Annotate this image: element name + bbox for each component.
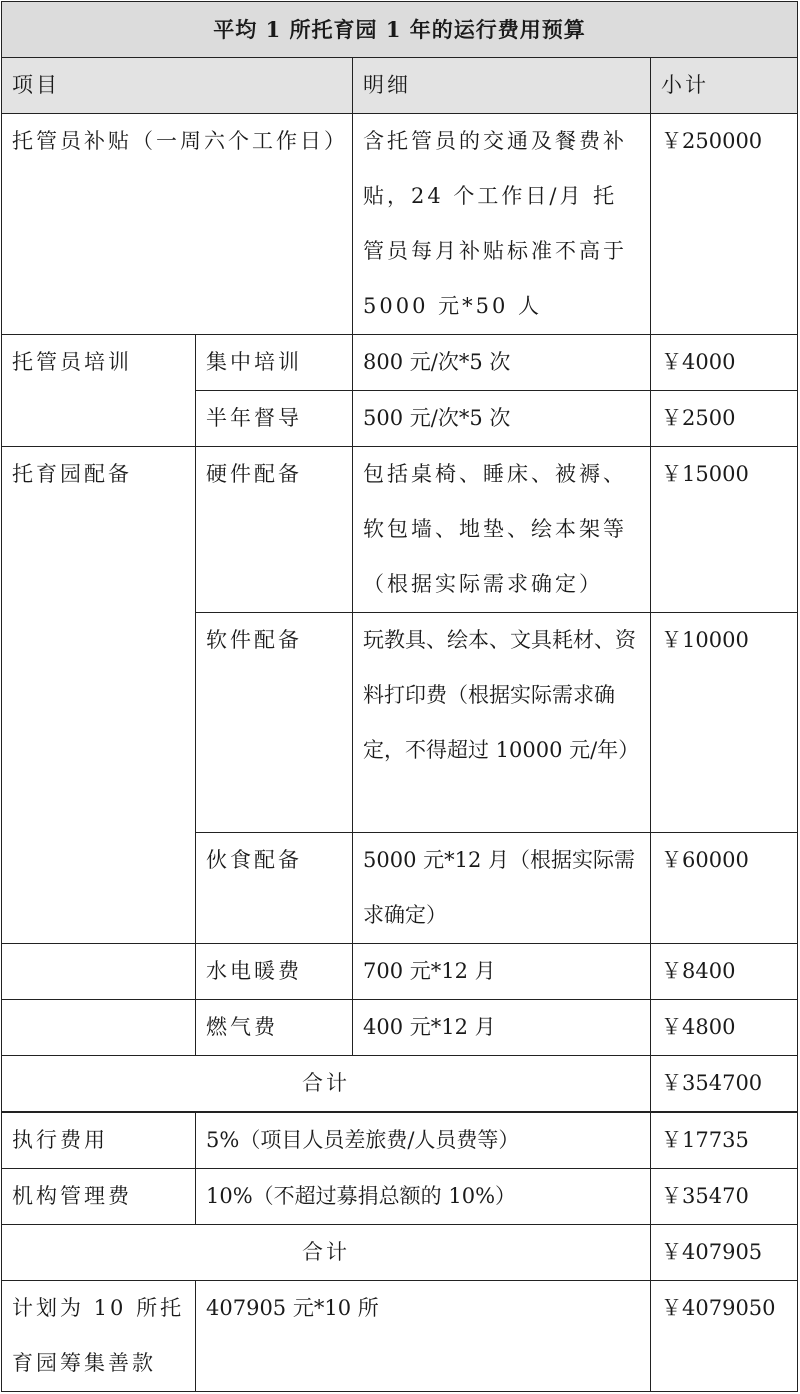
row-amount: ￥2500	[651, 391, 798, 447]
row-subitem: 半年督导	[196, 391, 353, 447]
row-subitem: 燃气费	[196, 1000, 353, 1056]
row-detail: 407905 元*10 所	[196, 1281, 651, 1392]
row-amount: ￥250000	[651, 114, 798, 335]
row-subitem: 硬件配备	[196, 447, 353, 613]
row-amount: ￥8400	[651, 944, 798, 1000]
row-item: 托管员补贴（一周六个工作日）	[2, 114, 353, 335]
row-amount: ￥10000	[651, 613, 798, 833]
row-subitem: 伙食配备	[196, 833, 353, 944]
total-label: 合计	[2, 1225, 651, 1281]
total-amount: ￥354700	[651, 1056, 798, 1112]
row-item: 托管员培训	[2, 335, 196, 447]
row-detail: 含托管员的交通及餐费补贴，24 个工作日/月 托管员每月补贴标准不高于 5000 元*50 人	[353, 114, 651, 335]
row-amount: ￥4000	[651, 335, 798, 391]
row-amount: ￥15000	[651, 447, 798, 613]
row-detail: 包括桌椅、睡床、被褥、软包墙、地垫、绘本架等（根据实际需求确定）	[353, 447, 651, 613]
row-item-empty	[2, 1000, 196, 1056]
row-detail: 5000 元*12 月（根据实际需求确定）	[353, 833, 651, 944]
table-row	[2, 335, 798, 391]
total-row	[2, 1056, 798, 1112]
row-detail: 700 元*12 月	[353, 944, 651, 1000]
table-title: 平均 1 所托育园 1 年的运行费用预算	[2, 2, 798, 58]
total-row	[2, 1225, 798, 1281]
table-row	[2, 1169, 798, 1225]
row-item: 计划为 10 所托育园筹集善款	[2, 1281, 196, 1392]
budget-table-continued	[1, 1112, 798, 1392]
row-amount: ￥35470	[651, 1169, 798, 1225]
row-item: 托育园配备	[2, 447, 196, 944]
row-detail: 10%（不超过募捐总额的 10%）	[196, 1169, 651, 1225]
row-item: 执行费用	[2, 1113, 196, 1169]
row-detail: 玩教具、绘本、文具耗材、资料打印费（根据实际需求确定，不得超过 10000 元/年）	[353, 613, 651, 833]
table-row	[2, 1000, 798, 1056]
row-detail: 500 元/次*5 次	[353, 391, 651, 447]
total-amount: ￥407905	[651, 1225, 798, 1281]
header-row	[2, 58, 798, 114]
row-detail: 400 元*12 月	[353, 1000, 651, 1056]
row-detail: 5%（项目人员差旅费/人员费等）	[196, 1113, 651, 1169]
row-subitem: 水电暖费	[196, 944, 353, 1000]
table-row	[2, 114, 798, 335]
table-row	[2, 1281, 798, 1392]
header-subtotal: 小计	[651, 58, 798, 114]
table-row	[2, 1113, 798, 1169]
row-item-empty	[2, 944, 196, 1000]
header-item: 项目	[2, 58, 353, 114]
total-label: 合计	[2, 1056, 651, 1112]
row-amount: ￥4079050	[651, 1281, 798, 1392]
title-row	[2, 2, 798, 58]
row-amount: ￥60000	[651, 833, 798, 944]
row-amount: ￥17735	[651, 1113, 798, 1169]
row-subitem: 软件配备	[196, 613, 353, 833]
table-row	[2, 944, 798, 1000]
budget-table	[1, 1, 798, 1112]
row-amount: ￥4800	[651, 1000, 798, 1056]
table-row	[2, 447, 798, 613]
row-subitem: 集中培训	[196, 335, 353, 391]
header-detail: 明细	[353, 58, 651, 114]
row-detail: 800 元/次*5 次	[353, 335, 651, 391]
row-item: 机构管理费	[2, 1169, 196, 1225]
